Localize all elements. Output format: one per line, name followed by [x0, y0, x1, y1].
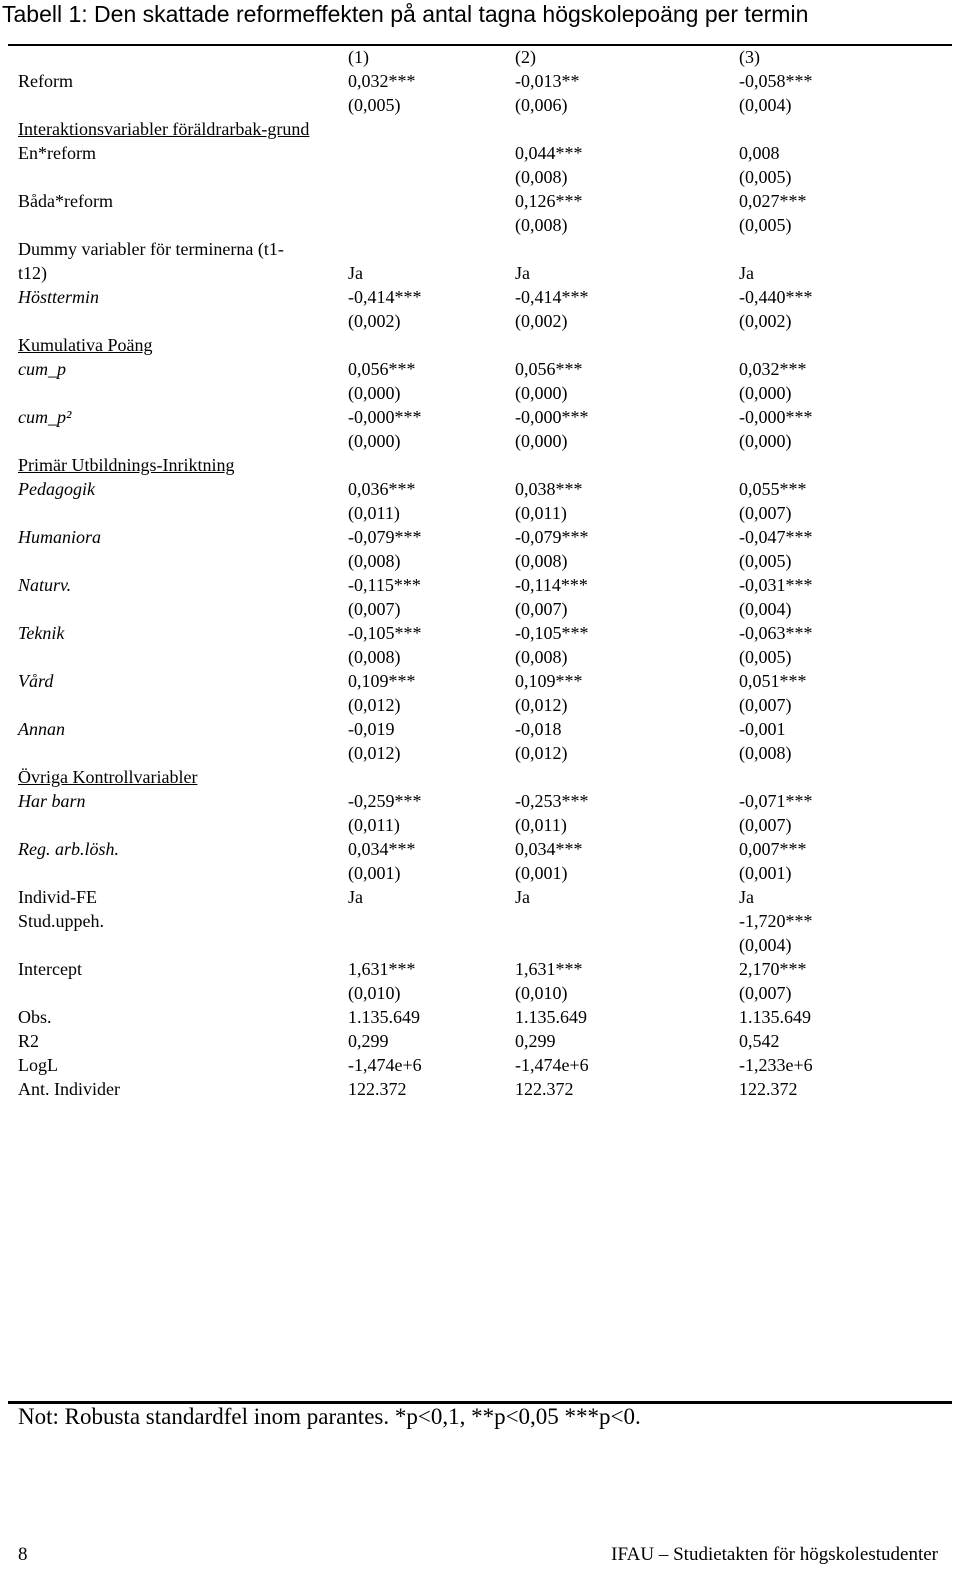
table-row [18, 1005, 952, 1029]
page-number: 8 [18, 1544, 28, 1565]
row-label [18, 813, 348, 837]
cell-col-1: (0,001) [348, 863, 401, 883]
table-row [18, 117, 952, 141]
cell-col-3: (0,008) [739, 743, 792, 763]
table-row [18, 333, 952, 357]
cell-col-3 [739, 237, 939, 261]
table-row [18, 477, 952, 501]
cell-col-2: (0,008) [515, 167, 568, 187]
table-row [18, 93, 952, 117]
cell-col-3: 2,170*** [739, 959, 807, 979]
row-label [18, 861, 348, 885]
table-row [18, 165, 952, 189]
cell-col-1 [348, 765, 515, 789]
cell-col-1 [348, 117, 515, 141]
cell-col-1: -0,414*** [348, 287, 422, 307]
cell-col-3: Ja [739, 263, 754, 283]
table-caption: Tabell 1: Den skattade reformeffekten på antal tagna högskolepoäng per termin [2, 1, 809, 27]
cell-col-2: (0,008) [515, 215, 568, 235]
row-label: Kumulativa Poäng [18, 335, 153, 355]
cell-col-2: (0,012) [515, 743, 568, 763]
cell-col-2: -0,114*** [515, 575, 588, 595]
cell-col-2: -0,253*** [515, 791, 589, 811]
cell-col-1: 0,034*** [348, 839, 416, 859]
cell-col-1 [348, 213, 515, 237]
table-row [18, 1077, 952, 1101]
row-label [18, 501, 348, 525]
table-row [18, 453, 952, 477]
cell-col-1: 0,056*** [348, 359, 416, 379]
cell-col-2: 0,044*** [515, 143, 583, 163]
cell-col-2: -1,474e+6 [515, 1055, 589, 1075]
cell-col-2: (0,000) [515, 383, 568, 403]
cell-col-1: (0,007) [348, 599, 401, 619]
cell-col-1 [348, 933, 515, 957]
table-row [18, 237, 952, 261]
table-row [18, 789, 952, 813]
cell-col-1: Ja [348, 887, 363, 907]
cell-col-1: (0,012) [348, 695, 401, 715]
cell-col-3: (3) [739, 47, 760, 67]
row-label: Ant. Individer [18, 1079, 120, 1099]
cell-col-3: (0,005) [739, 167, 792, 187]
cell-col-3: (0,002) [739, 311, 792, 331]
row-label: En*reform [18, 143, 96, 163]
table-row [18, 957, 952, 981]
row-label: Vård [18, 671, 54, 691]
cell-col-1: -0,115*** [348, 575, 421, 595]
row-label: cum_p² [18, 407, 72, 427]
cell-col-2: -0,414*** [515, 287, 589, 307]
table-row [18, 429, 952, 453]
cell-col-3: -0,001 [739, 719, 786, 739]
table-row [18, 837, 952, 861]
cell-col-1 [348, 909, 515, 933]
cell-col-1: (1) [348, 47, 369, 67]
row-label: Teknik [18, 623, 65, 643]
cell-col-2: -0,013** [515, 71, 580, 91]
cell-col-3: (0,007) [739, 503, 792, 523]
table-row [18, 573, 952, 597]
cell-col-2: 0,126*** [515, 191, 583, 211]
regression-table [18, 45, 952, 1101]
row-label: Obs. [18, 1007, 52, 1027]
cell-col-3: 0,542 [739, 1031, 780, 1051]
cell-col-1: (0,008) [348, 551, 401, 571]
cell-col-3: (0,007) [739, 815, 792, 835]
cell-col-3: 122.372 [739, 1079, 798, 1099]
table-row [18, 813, 952, 837]
cell-col-1: 1,631*** [348, 959, 416, 979]
table-row [18, 621, 952, 645]
cell-col-1: 1.135.649 [348, 1007, 420, 1027]
cell-col-3: (0,005) [739, 647, 792, 667]
table-row [18, 357, 952, 381]
row-label [18, 549, 348, 573]
table-row [18, 741, 952, 765]
row-label: Primär Utbildnings-Inriktning [18, 455, 235, 475]
row-label [18, 693, 348, 717]
cell-col-3 [739, 117, 939, 141]
row-label: Annan [18, 719, 65, 739]
cell-col-3: (0,004) [739, 599, 792, 619]
table-row [18, 933, 952, 957]
table-row [18, 645, 952, 669]
cell-col-1: Ja [348, 263, 363, 283]
cell-col-1 [348, 333, 515, 357]
cell-col-3 [739, 765, 939, 789]
cell-col-3: (0,007) [739, 695, 792, 715]
row-label: Dummy variabler för terminerna (t1- [18, 239, 284, 259]
row-label [18, 597, 348, 621]
table-row [18, 285, 952, 309]
cell-col-3: -0,063*** [739, 623, 813, 643]
table-row [18, 1029, 952, 1053]
row-label [18, 309, 348, 333]
table-row [18, 861, 952, 885]
cell-col-2: 122.372 [515, 1079, 574, 1099]
row-label [18, 93, 348, 117]
row-label: Intercept [18, 959, 82, 979]
cell-col-3: 0,027*** [739, 191, 807, 211]
cell-col-1: (0,005) [348, 95, 401, 115]
row-label [18, 45, 348, 69]
row-label: Individ-FE [18, 887, 97, 907]
row-label: Övriga Kontrollvariabler [18, 767, 198, 787]
row-label: Båda*reform [18, 191, 113, 211]
cell-col-2: 1.135.649 [515, 1007, 587, 1027]
table-row [18, 141, 952, 165]
cell-col-2: (0,008) [515, 551, 568, 571]
cell-col-2: (0,000) [515, 431, 568, 451]
row-label: cum_p [18, 359, 66, 379]
table-row [18, 549, 952, 573]
table-row [18, 597, 952, 621]
row-label: Interaktionsvariabler föräldrarbak-grund [18, 119, 310, 139]
cell-col-1 [348, 141, 515, 165]
cell-col-2: 0,299 [515, 1031, 556, 1051]
cell-col-2: (0,010) [515, 983, 568, 1003]
cell-col-2: 0,038*** [515, 479, 583, 499]
cell-col-2: (2) [515, 47, 536, 67]
row-label: Har barn [18, 791, 86, 811]
cell-col-3 [739, 453, 939, 477]
cell-col-3: (0,000) [739, 383, 792, 403]
table-row [18, 501, 952, 525]
cell-col-1: 0,109*** [348, 671, 416, 691]
table-row [18, 69, 952, 93]
cell-col-3: 0,032*** [739, 359, 807, 379]
cell-col-2: Ja [515, 887, 530, 907]
cell-col-2: Ja [515, 263, 530, 283]
cell-col-2: 0,034*** [515, 839, 583, 859]
cell-col-1: -0,019 [348, 719, 395, 739]
cell-col-3: (0,000) [739, 431, 792, 451]
cell-col-1: (0,010) [348, 983, 401, 1003]
cell-col-2: 0,109*** [515, 671, 583, 691]
row-label: Reg. arb.lösh. [18, 839, 119, 859]
cell-col-2: (0,008) [515, 647, 568, 667]
table-row [18, 693, 952, 717]
cell-col-1: -0,079*** [348, 527, 422, 547]
cell-col-2 [515, 117, 739, 141]
cell-col-2 [515, 909, 739, 933]
cell-col-2: -0,105*** [515, 623, 589, 643]
cell-col-1: (0,002) [348, 311, 401, 331]
cell-col-2: (0,006) [515, 95, 568, 115]
table-row [18, 909, 952, 933]
cell-col-2: 1,631*** [515, 959, 583, 979]
cell-col-3: Ja [739, 887, 754, 907]
cell-col-2: -0,018 [515, 719, 562, 739]
cell-col-1 [348, 453, 515, 477]
cell-col-2: (0,001) [515, 863, 568, 883]
cell-col-1: (0,011) [348, 815, 400, 835]
cell-col-1: -1,474e+6 [348, 1055, 422, 1075]
table-row [18, 765, 952, 789]
cell-col-2: (0,011) [515, 815, 567, 835]
cell-col-2 [515, 453, 739, 477]
table-row [18, 1053, 952, 1077]
row-label: R2 [18, 1031, 40, 1051]
cell-col-3: (0,005) [739, 551, 792, 571]
table-row [18, 885, 952, 909]
cell-col-3: (0,004) [739, 95, 792, 115]
cell-col-3: (0,005) [739, 215, 792, 235]
cell-col-3: -0,440*** [739, 287, 813, 307]
running-title: IFAU – Studietakten för högskolestudenter [611, 1544, 938, 1565]
table-note: Not: Robusta standardfel inom parantes. *p<0,1, **p<0,05 ***p<0. [18, 1404, 641, 1429]
cell-col-3: -0,071*** [739, 791, 813, 811]
cell-col-1: 0,036*** [348, 479, 416, 499]
cell-col-1: (0,012) [348, 743, 401, 763]
table-row [18, 525, 952, 549]
cell-col-2: (0,002) [515, 311, 568, 331]
cell-col-1: 0,299 [348, 1031, 389, 1051]
cell-col-3: (0,004) [739, 935, 792, 955]
cell-col-2: 0,056*** [515, 359, 583, 379]
table-row [18, 189, 952, 213]
table-row [18, 669, 952, 693]
cell-col-1 [348, 165, 515, 189]
cell-col-2: -0,079*** [515, 527, 589, 547]
cell-col-3: 0,051*** [739, 671, 807, 691]
cell-col-1: 122.372 [348, 1079, 407, 1099]
cell-col-3: (0,001) [739, 863, 792, 883]
row-label [18, 381, 348, 405]
row-label [18, 741, 348, 765]
cell-col-2 [515, 765, 739, 789]
cell-col-2: -0,000*** [515, 407, 589, 427]
cell-col-1 [348, 189, 515, 213]
cell-col-2: (0,012) [515, 695, 568, 715]
cell-col-1: (0,011) [348, 503, 400, 523]
cell-col-3: 1.135.649 [739, 1007, 811, 1027]
cell-col-3: 0,055*** [739, 479, 807, 499]
table-row [18, 213, 952, 237]
cell-col-1: 0,032*** [348, 71, 416, 91]
cell-col-1: -0,259*** [348, 791, 422, 811]
row-label: Pedagogik [18, 479, 95, 499]
cell-col-2 [515, 933, 739, 957]
cell-col-3: -0,031*** [739, 575, 813, 595]
cell-col-1: (0,000) [348, 383, 401, 403]
row-label: Hösttermin [18, 287, 99, 307]
table-row [18, 261, 952, 285]
cell-col-3: (0,007) [739, 983, 792, 1003]
row-label: Stud.uppeh. [18, 911, 105, 931]
cell-col-3 [739, 333, 939, 357]
cell-col-3: 0,008 [739, 143, 780, 163]
row-label [18, 165, 348, 189]
table-row [18, 717, 952, 741]
row-label: Humaniora [18, 527, 102, 547]
row-label: Naturv. [18, 575, 72, 595]
table-row [18, 981, 952, 1005]
row-label [18, 981, 348, 1005]
table-row [18, 381, 952, 405]
row-label [18, 429, 348, 453]
table-row [18, 309, 952, 333]
cell-col-1: -0,000*** [348, 407, 422, 427]
table-row [18, 405, 952, 429]
cell-col-1 [348, 237, 515, 261]
cell-col-3: -1,233e+6 [739, 1055, 813, 1075]
cell-col-2 [515, 237, 739, 261]
table-row [18, 45, 952, 69]
cell-col-1: -0,105*** [348, 623, 422, 643]
row-label: t12) [18, 263, 47, 283]
row-label [18, 213, 348, 237]
cell-col-1: (0,008) [348, 647, 401, 667]
cell-col-2: (0,007) [515, 599, 568, 619]
cell-col-3: -0,047*** [739, 527, 813, 547]
cell-col-2: (0,011) [515, 503, 567, 523]
cell-col-3: -1,720*** [739, 911, 813, 931]
cell-col-1: (0,000) [348, 431, 401, 451]
cell-col-2 [515, 333, 739, 357]
row-label [18, 645, 348, 669]
row-label: Reform [18, 71, 73, 91]
cell-col-3: -0,058*** [739, 71, 813, 91]
row-label: LogL [18, 1055, 58, 1075]
cell-col-3: -0,000*** [739, 407, 813, 427]
cell-col-3: 0,007*** [739, 839, 807, 859]
row-label [18, 933, 348, 957]
